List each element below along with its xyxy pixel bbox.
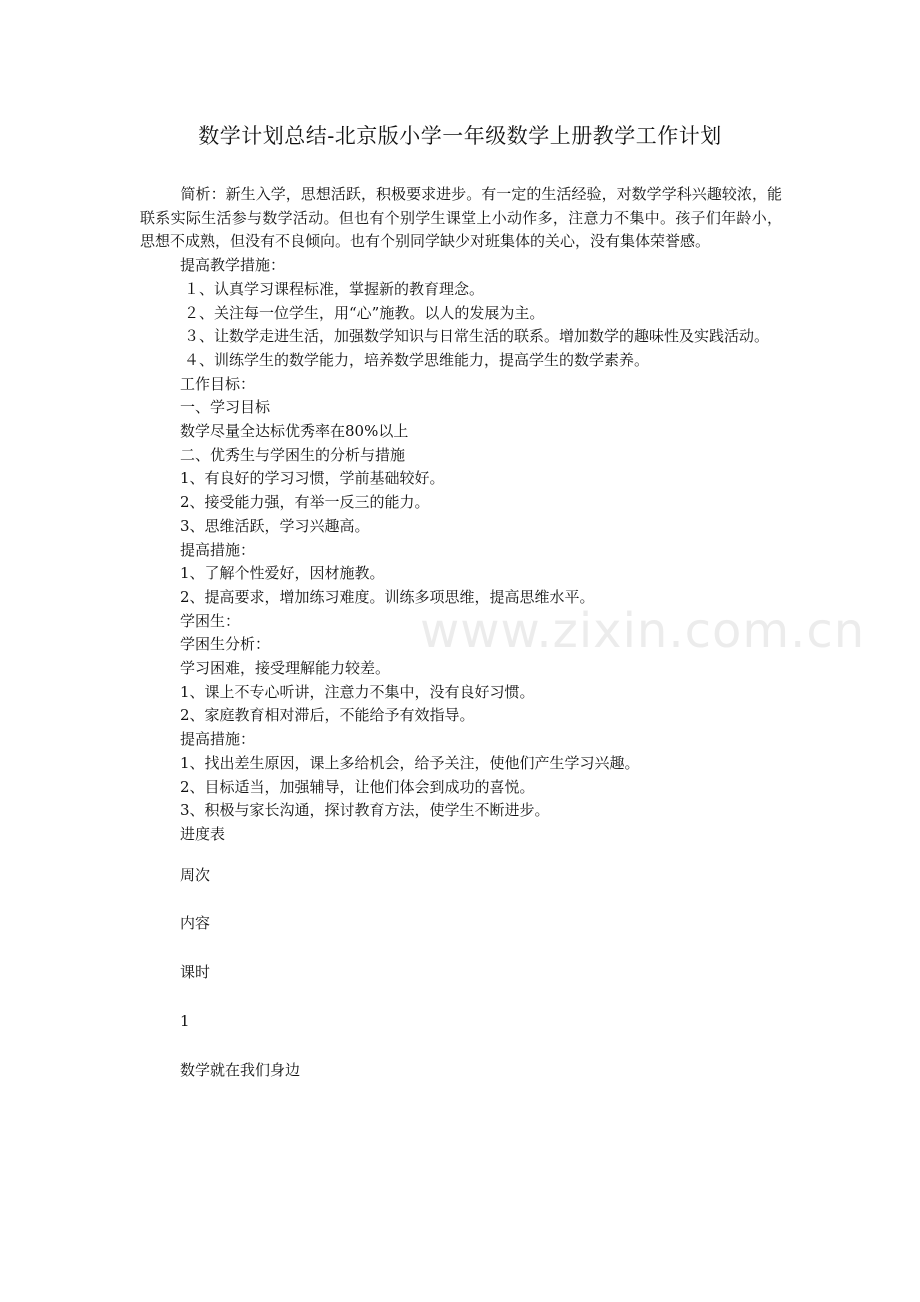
document-body xyxy=(140,183,782,1082)
schedule-heading: 进度表 xyxy=(180,824,226,843)
site-watermark: www.zixin.com.cn xyxy=(420,603,866,659)
excellent-point: 2、接受能力强，有举一反三的能力。 xyxy=(180,493,430,512)
struggling-measure: 1、找出差生原因，课上多给机会，给予关注，使他们产生学习兴趣。 xyxy=(180,753,640,772)
excellent-measure: 1、了解个性爱好，因材施教。 xyxy=(180,564,385,583)
schedule-cell-week-number: 1 xyxy=(180,1011,190,1030)
intro-paragraph: 简析：新生入学，思想活跃，积极要求进步。有一定的生活经验，对数学学科兴趣较浓，能联系实际生活参与数学活动。但也有个别学生课堂上小动作多，注意力不集中。孩子们年龄小，思想不成熟，但没有不良倾向。也有个别同学缺少对班集体的关心，没有集体荣誉感。 xyxy=(140,185,782,251)
schedule-cell-topic: 数学就在我们身边 xyxy=(180,1060,301,1079)
section1-text: 数学尽量全达标优秀率在80%以上 xyxy=(180,422,409,441)
excellent-measure: 2、提高要求，增加练习难度。训练多项思维，提高思维水平。 xyxy=(180,587,595,606)
excellent-measures-heading: 提高措施： xyxy=(180,540,256,559)
struggling-measure: 2、目标适当，加强辅导，让他们体会到成功的喜悦。 xyxy=(180,777,535,796)
struggling-measures-heading: 提高措施： xyxy=(180,730,256,749)
struggling-measure: 3、积极与家长沟通，探讨教育方法，使学生不断进步。 xyxy=(180,801,550,820)
section2-heading: 二、优秀生与学困生的分析与措施 xyxy=(180,445,406,464)
struggling-analysis-heading: 学困生分析： xyxy=(180,635,271,654)
measure-item: ２、关注每一位学生，用“心”施教。以人的发展为主。 xyxy=(184,303,545,322)
document-title: 数学计划总结-北京版小学一年级数学上册教学工作计划 xyxy=(198,124,722,148)
schedule-cell-week: 周次 xyxy=(180,865,211,884)
struggling-heading: 学困生： xyxy=(180,611,241,630)
measure-item: ４、训练学生的数学能力，培养数学思维能力，提高学生的数学素养。 xyxy=(184,350,650,369)
section1-heading: 一、学习目标 xyxy=(180,398,271,417)
struggling-analysis-text: 学习困难，接受理解能力较差。 xyxy=(180,659,391,678)
schedule-cell-content: 内容 xyxy=(180,914,211,933)
excellent-point: 3、思维活跃，学习兴趣高。 xyxy=(180,516,370,535)
struggling-point: 1、课上不专心听讲，注意力不集中，没有良好习惯。 xyxy=(180,682,535,701)
schedule-cell-hours: 课时 xyxy=(180,963,211,982)
goals-heading: 工作目标： xyxy=(180,374,256,393)
measure-item: １、认真学习课程标准，掌握新的教育理念。 xyxy=(184,279,485,298)
measure-item: ３、让数学走进生活，加强数学知识与日常生活的联系。增加数学的趣味性及实践活动。 xyxy=(184,327,770,346)
struggling-point: 2、家庭教育相对滞后，不能给予有效指导。 xyxy=(180,706,475,725)
measures-heading: 提高教学措施： xyxy=(180,256,286,275)
excellent-point: 1、有良好的学习习惯，学前基础较好。 xyxy=(180,469,445,488)
